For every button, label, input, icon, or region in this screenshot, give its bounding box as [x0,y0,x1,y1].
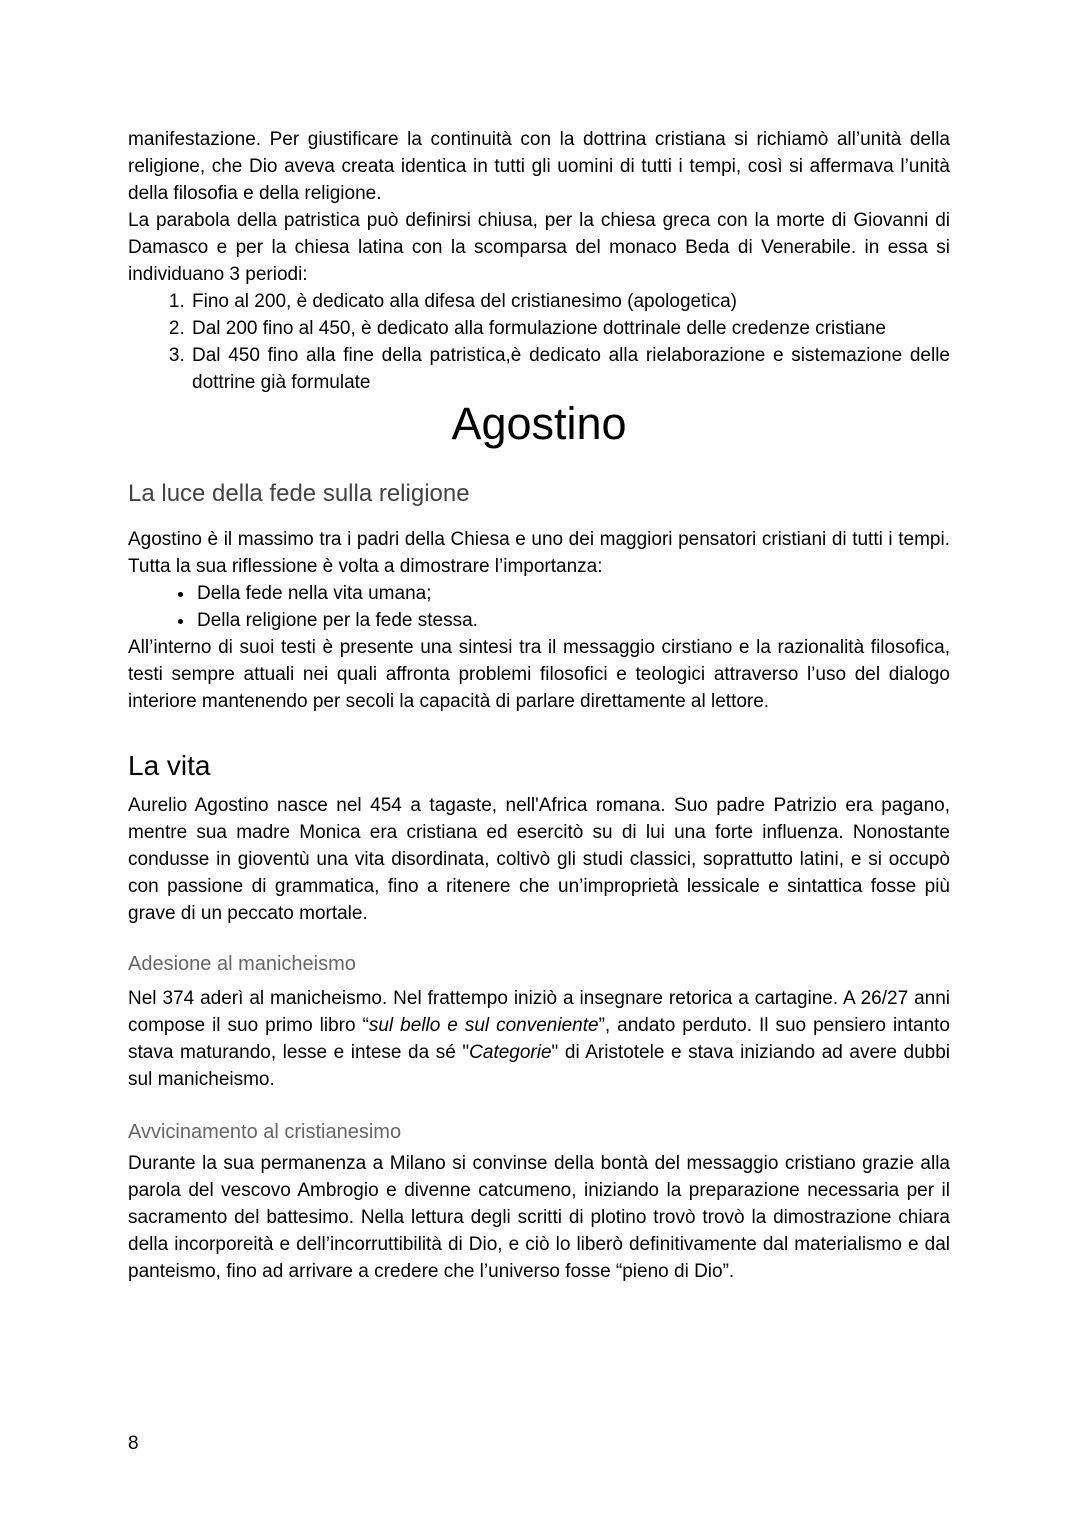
document-title: Agostino [451,398,627,449]
section-heading-la-vita: La vita [128,750,211,781]
intro-paragraph-1: manifestazione. Per giustificare la continuità con la dottrina cristiana si richiamò all’unità della religione, che Dio aveva creata identica in tutti gli uomini di tutti i tempi, così si affermava l’unità della filosofia e della religione. [128,129,950,204]
period-item-2: 2. Dal 200 fino al 450, è dedicato alla formulazione dottrinale delle credenze cristiane [190,315,950,342]
manicheismo-paragraph [128,985,950,1093]
bullet-item-religione: • Della religione per la fede stessa. [195,607,950,634]
bullet-item-fede: • Della fede nella vita umana; [195,580,950,607]
cristianesimo-paragraph: Durante la sua permanenza a Milano si convinse della bontà del messaggio cristiano grazie alla parola del vescovo Ambrogio e divenne catcumeno, iniziando la preparazione necessaria per il sacramento del battesimo. Nella lettura degli scritti di plotino trovò trovò la dimostrazione chiara della incorporeità e dell’incorruttibilità di Dio, e ciò lo liberò definitivamente dal materialismo e dal panteismo, fino ad arrivare a credere che l’universo fosse “pieno di Dio”. [128,1153,950,1282]
vita-paragraph: Aurelio Agostino nasce nel 454 a tagaste, nell'Africa romana. Suo padre Patrizio era pagano, mentre sua madre Monica era cristiana ed esercitò su di lui una forte influenza. Nonostante condusse in gioventù una vita disordinata, coltivò gli studi classici, soprattutto latini, e si occupò con passione di grammatica, fino a ritenere che un’improprietà lessicale e sintattica fosse più grave di un peccato mortale. [128,795,950,924]
manicheismo-run-3: ”, andato perduto. Il suo pensiero intanto stava maturando, lesse e intese da sé " [128,1015,950,1063]
luce-paragraph-1: Agostino è il massimo tra i padri della Chiesa e uno dei maggiori pensatori cristiani di tutti i tempi. Tutta la sua riflessione è volta a dimostrare l’importanza: [128,529,950,577]
book-title-sul-bello: sul bello e sul conveniente [368,1015,599,1036]
section-heading-luce-della-fede: La luce della fede sulla religione [128,480,470,507]
content-area [128,126,950,1285]
intro-paragraph-2: La parabola della patristica può definirsi chiusa, per la chiesa greca con la morte di Giovanni di Damasco e per la chiesa latina con la scomparsa del monaco Beda di Venerabile. in essa si individuano 3 periodi: [128,210,950,285]
luce-paragraph-2: All’interno di suoi testi è presente una sintesi tra il messaggio cirstiano e la razionalità filosofica, testi sempre attuali nei quali affronta problemi filosofici e teologici attraverso l’uso del dialogo interiore mantenendo per secoli la capacità di parlare direttamente al lettore. [128,637,950,712]
page-number: 8 [128,1433,139,1454]
periods-list [128,288,950,396]
subsection-heading-cristianesimo: Avvicinamento al cristianesimo [128,1121,402,1143]
period-item-1: 1. Fino al 200, è dedicato alla difesa del cristianesimo (apologetica) [190,288,950,315]
subsection-heading-manicheismo: Adesione al manicheismo [128,953,356,975]
period-item-3: 3. Dal 450 fino alla fine della patristica,è dedicato alla rielaborazione e sistemazione delle dottrine già formulate [190,342,950,396]
manicheismo-run-1: Nel 374 aderì al manicheismo. Nel frattempo iniziò a insegnare retorica a cartagine. A 26/27 anni compose il suo primo libro “ [128,988,950,1036]
importanza-bullet-list [128,580,950,634]
book-title-categorie: Categorie [469,1042,552,1063]
manicheismo-run-5: " di Aristotele e stava iniziando ad avere dubbi sul manicheismo. [128,1042,950,1090]
